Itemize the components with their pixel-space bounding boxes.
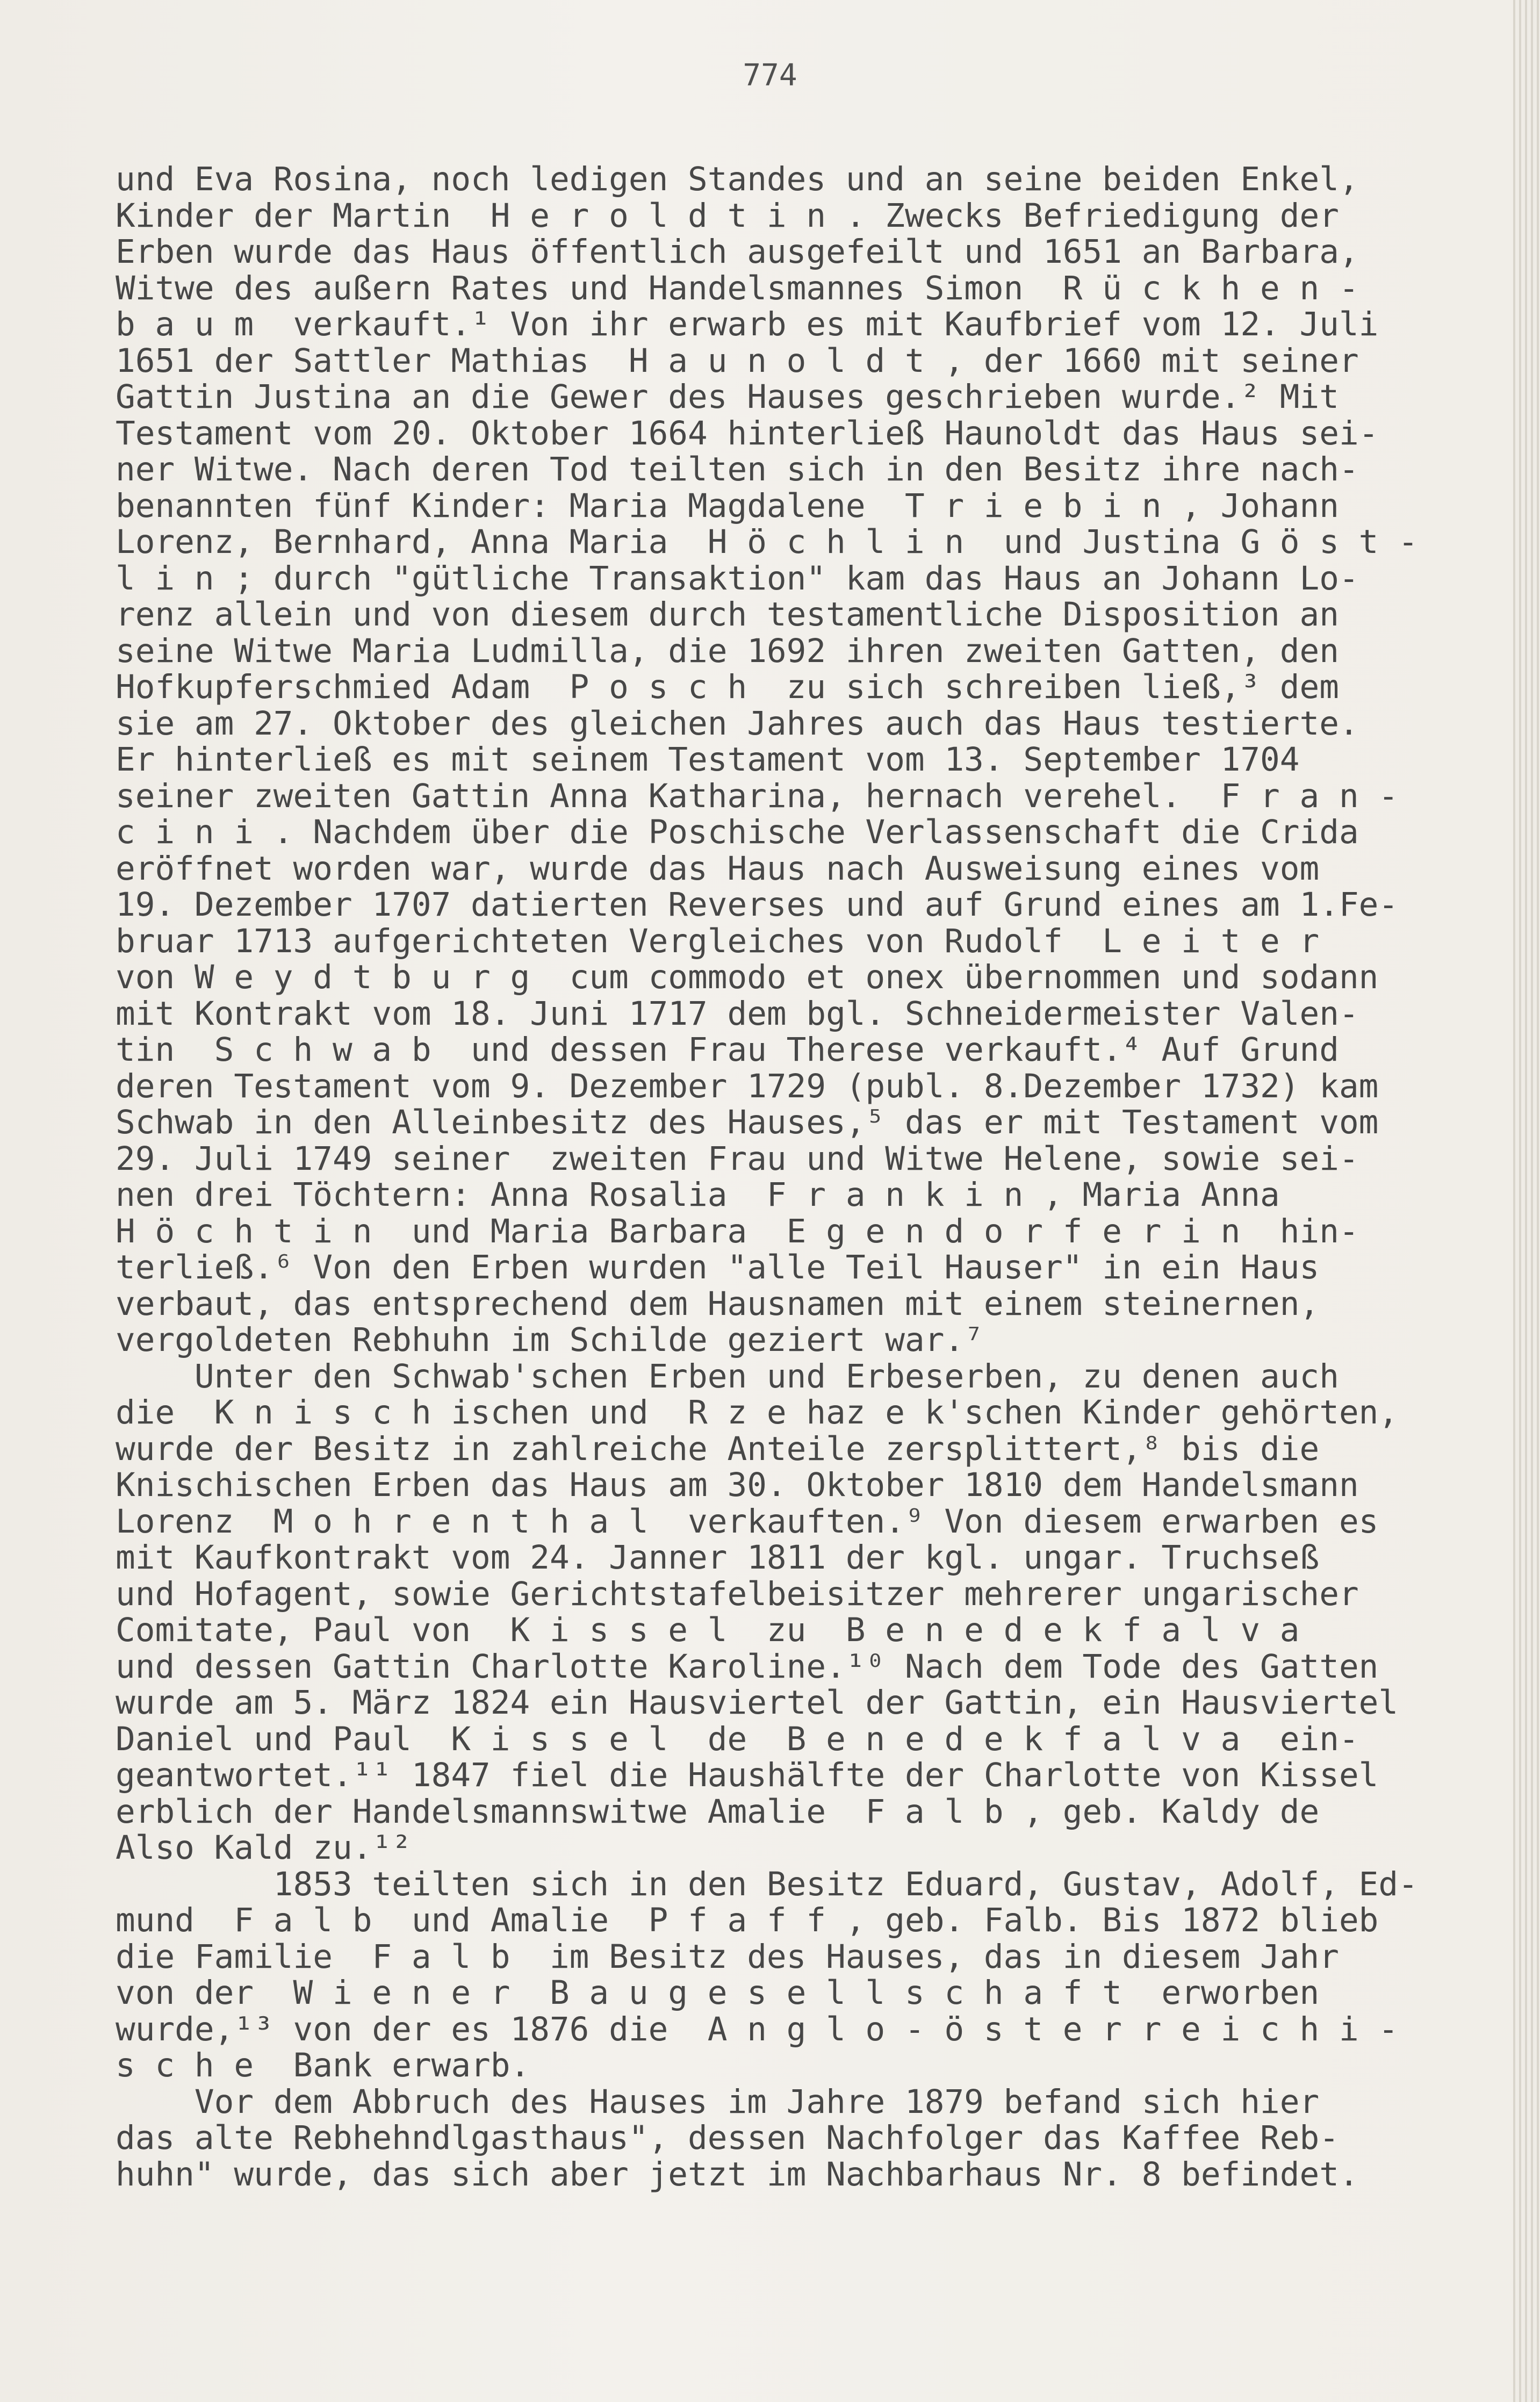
text-line: vergoldeten Rebhuhn im Schilde geziert war.⁷ [116,1321,984,1359]
text-line: ner Witwe. Nach deren Tod teilten sich in den Besitz ihre nach- [116,450,1359,488]
text-line: und Eva Rosina, noch ledigen Standes und an seine beiden Enkel, [116,160,1359,198]
text-line: wurde der Besitz in zahlreiche Anteile zersplittert,⁸ bis die [116,1429,1320,1468]
text-line: seiner zweiten Gattin Anna Katharina, hernach verehel. F r a n - [116,776,1399,815]
text-line: Also Kald zu.¹² [116,1829,412,1867]
text-line: geantwortet.¹¹ 1847 fiel die Haushälfte der Charlotte von Kissel [116,1756,1379,1794]
text-line: mund F a l b und Amalie P f a f f , geb. Falb. Bis 1872 blieb [116,1901,1379,1939]
page-number: 774 [743,58,797,93]
text-line: H ö c h t i n und Maria Barbara E g e n d o r f e r i n hin- [116,1212,1359,1250]
text-line: erblich der Handelsmannswitwe Amalie F a l b , geb. Kaldy de [116,1792,1320,1831]
text-line: und dessen Gattin Charlotte Karoline.¹⁰ Nach dem Tode des Gatten [116,1647,1379,1686]
text-line: 19. Dezember 1707 datierten Reverses und auf Grund eines am 1.Fe- [116,886,1399,924]
text-line: Lorenz M o h r e n t h a l verkauften.⁹ Von diesem erwarben es [116,1502,1379,1541]
text-line: c i n i . Nachdem über die Poschische Verlassenschaft die Crida [116,813,1359,851]
text-line: tin S c h w a b und dessen Frau Therese verkauft.⁴ Auf Grund [116,1031,1339,1069]
text-line: eröffnet worden war, wurde das Haus nach Ausweisung eines vom [116,849,1320,888]
text-line: bruar 1713 aufgerichteten Vergleiches von Rudolf L e i t e r [116,922,1320,960]
text-line: benannten fünf Kinder: Maria Magdalene T r i e b i n , Johann [116,486,1339,525]
text-line: mit Kontrakt vom 18. Juni 1717 dem bgl. Schneidermeister Valen- [116,994,1359,1033]
text-line: nen drei Töchtern: Anna Rosalia F r a n k i n , Maria Anna [116,1176,1280,1214]
text-line: 1853 teilten sich in den Besitz Eduard, Gustav, Adolf, Ed- [116,1865,1418,1903]
text-line: Gattin Justina an die Gewer des Hauses geschrieben wurde.² Mit [116,378,1339,416]
text-line: wurde,¹³ von der es 1876 die A n g l o - ö s t e r r e i c h i - [116,2010,1399,2048]
text-line: mit Kaufkontrakt vom 24. Janner 1811 der kgl. ungar. Truchseß [116,1538,1320,1577]
text-line: und Hofagent, sowie Gerichtstafelbeisitzer mehrerer ungarischer [116,1574,1359,1613]
text-line: Erben wurde das Haus öffentlich ausgefeilt und 1651 an Barbara, [116,233,1359,271]
text-line: Er hinterließ es mit seinem Testament vom 13. September 1704 [116,740,1300,779]
text-line: deren Testament vom 9. Dezember 1729 (publ. 8.Dezember 1732) kam [116,1067,1379,1105]
text-line: Witwe des außern Rates und Handelsmannes Simon R ü c k h e n - [116,269,1359,307]
text-line: 1651 der Sattler Mathias H a u n o l d t , der 1660 mit seiner [116,341,1359,380]
text-line: Schwab in den Alleinbesitz des Hauses,⁵ das er mit Testament vom [116,1103,1379,1141]
text-line: 29. Juli 1749 seiner zweiten Frau und Witwe Helene, sowie sei- [116,1139,1359,1178]
text-line: b a u m verkauft.¹ Von ihr erwarb es mit Kaufbrief vom 12. Juli [116,305,1379,343]
text-line: Testament vom 20. Oktober 1664 hinterließ Haunoldt das Haus sei- [116,414,1379,452]
text-line: huhn" wurde, das sich aber jetzt im Nachbarhaus Nr. 8 befindet. [116,2155,1359,2194]
text-line: wurde am 5. März 1824 ein Hausviertel der Gattin, ein Hausviertel [116,1684,1399,1722]
text-line: das alte Rebhehndlgasthaus", dessen Nachfolger das Kaffee Reb- [116,2119,1339,2157]
text-line: die K n i s c h ischen und R z e haz e k'schen Kinder gehörten, [116,1393,1399,1432]
page-stack-edge [1513,0,1540,2402]
text-line: l i n ; durch "gütliche Transaktion" kam das Haus an Johann Lo- [116,559,1359,598]
text-line: von W e y d t b u r g cum commodo et onex übernommen und sodann [116,958,1379,996]
text-line: seine Witwe Maria Ludmilla, die 1692 ihren zweiten Gatten, den [116,631,1339,670]
text-line: Vor dem Abbruch des Hauses im Jahre 1879 befand sich hier [116,2082,1320,2121]
text-line: Lorenz, Bernhard, Anna Maria H ö c h l i n und Justina G ö s t - [116,523,1418,561]
text-line: Knischischen Erben das Haus am 30. Oktober 1810 dem Handelsmann [116,1466,1359,1504]
text-line: sie am 27. Oktober des gleichen Jahres auch das Haus testierte. [116,704,1359,743]
text-line: Unter den Schwab'schen Erben und Erbeserben, zu denen auch [116,1357,1339,1396]
text-line: Kinder der Martin H e r o l d t i n . Zwecks Befriedigung der [116,196,1339,235]
text-line: s c h e Bank erwarb. [116,2046,530,2084]
text-line: die Familie F a l b im Besitz des Hauses, das in diesem Jahr [116,1937,1339,1976]
text-line: Comitate, Paul von K i s s e l zu B e n e d e k f a l v a [116,1611,1300,1649]
text-line: Hofkupferschmied Adam P o s c h zu sich schreiben ließ,³ dem [116,668,1339,706]
text-line: Daniel und Paul K i s s e l de B e n e d e k f a l v a ein- [116,1720,1359,1758]
text-line: terließ.⁶ Von den Erben wurden "alle Teil Hauser" in ein Haus [116,1248,1320,1286]
text-line: renz allein und von diesem durch testamentliche Disposition an [116,595,1339,634]
text-line: verbaut, das entsprechend dem Hausnamen mit einem steinernen, [116,1284,1320,1323]
body-text [116,161,1491,2192]
text-line: von der W i e n e r B a u g e s e l l s c h a f t erworben [116,1974,1320,2012]
